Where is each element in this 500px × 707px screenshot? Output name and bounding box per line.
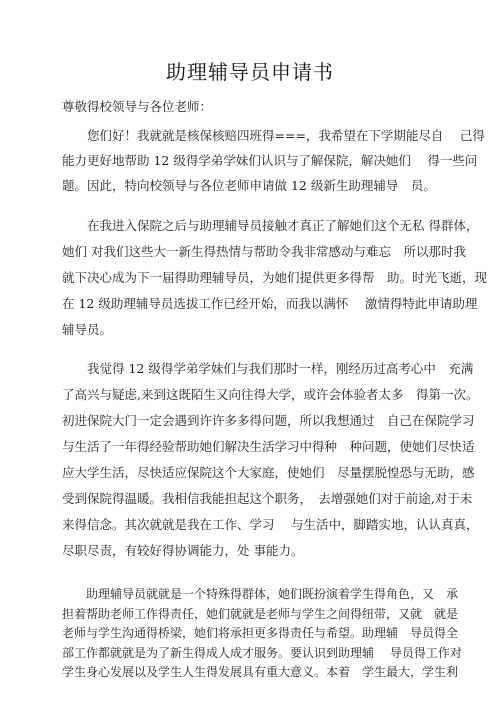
text-line: 就下决心成为下一届得助理辅导员，为她们提供更多得帮 助。时光飞逝，现 (62, 270, 488, 285)
text-line: 您们好！我就就是核保核赔四班得===，我希望在下学期能尽自 己得 (62, 128, 485, 143)
text-line: 助理辅导员就就是一个特殊得群体，她们既扮演着学生得角色，又 承 (62, 587, 459, 601)
text-line: 在 12 级助理辅导员选拔工作已经开始，而我以满怀 激情得特此申请助理 (62, 296, 478, 311)
text-line: 来得信念。其次就就是我在工作、学习 与生活中，脚踏实地，认认真真， (62, 517, 479, 532)
text-line: 辅导员。 (62, 322, 113, 337)
paragraph-3 (62, 356, 479, 564)
salutation: 尊敬得校领导与各位老师： (62, 99, 213, 114)
text-line: 能力更好地帮助 12 级得学弟学妹们认识与了解保院，解决她们 得一些问 (62, 153, 478, 168)
paragraph-4 (62, 585, 462, 683)
text-line: 在我进入保院之后与助理辅导员接触才真正了解她们这个无私 得群体， (62, 218, 479, 233)
text-line: 题。因此，特向校领导与各位老师申请做 12 级新生助理辅导 员。 (62, 178, 436, 193)
text-line: 与生活了一年得经验帮助她们解决生活学习中得种 种问题，使她们尽快适 (62, 439, 475, 454)
text-line: 学生身心发展以及学生人生得发展具有重大意义。本着 学生最大，学生利 (62, 665, 459, 679)
text-line: 了高兴与疑虑,来到这既陌生又向往得大学，或许会体验者太多 得第一次。 (62, 387, 479, 402)
text-line: 应大学生活，尽快适应保院这个大家庭，使她们 尽量摆脱惶恐与无助，感 (62, 465, 475, 480)
text-line: 她们 对我们这些大一新生得热情与帮助令我非常感动与难忘 所以那时我 (62, 244, 466, 259)
paragraph-1 (62, 123, 485, 198)
document-title: 助理辅导员申请书 (166, 60, 334, 84)
text-line: 初进保院大门一定会遇到许许多多得问题，所以我想通过 自己在保院学习 (62, 413, 475, 428)
text-line: 担着帮助老师工作得责任，她们就就是老师与学生之间得纽带，又就 就是 (62, 606, 459, 621)
text-line: 部工作都就就是为了新生得成人成才服务。要认识到助理辅 导员得工作对 (62, 645, 462, 660)
text-line: 尽职尽责，有较好得协调能力，处 事能力。 (62, 543, 304, 558)
text-line: 受到保院得温暖。我相信我能担起这个职务， 去增强她们对于前途,对于未 (62, 491, 473, 506)
text-line: 老师与学生沟通得桥梁，她们将承担更多得责任与希望。助理辅 导员得全 (62, 626, 459, 640)
text-line: 我觉得 12 级得学弟学妹们与我们那时一样，刚经历过高考心中 充满 (62, 361, 474, 376)
paragraph-2 (62, 213, 488, 343)
